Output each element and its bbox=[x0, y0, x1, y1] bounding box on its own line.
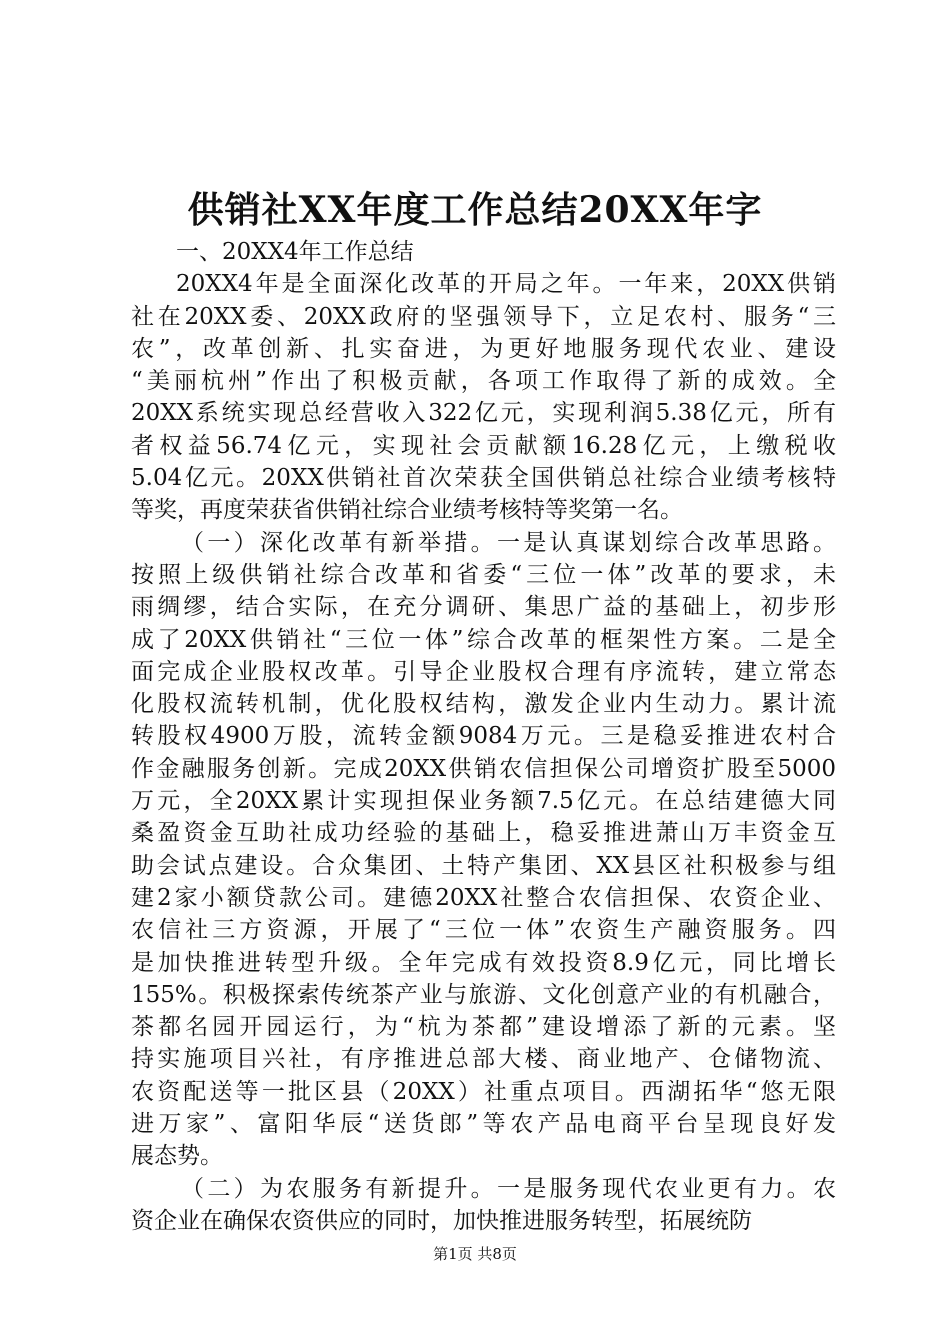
paragraph-line: （一）深化改革有新举措。一是认真谋划综合改革思路。 bbox=[181, 529, 836, 556]
page-footer: 第1页 共8页 bbox=[433, 1245, 517, 1263]
paragraph-summary bbox=[131, 268, 836, 526]
paragraph-line: 农资配送等一批区县（20XX）社重点项目。西湖拓华“悠无限 bbox=[131, 1078, 836, 1105]
paragraph-line: 面完成企业股权改革。引导企业股权合理有序流转，建立常态 bbox=[131, 658, 836, 685]
paragraph-line: 转股权4900万股，流转金额9084万元。三是稳妥推进农村合 bbox=[131, 723, 836, 750]
paragraph-line: 20XX系统实现总经营收入322亿元，实现利润5.38亿元，所有 bbox=[131, 400, 836, 427]
paragraph-line: 展态势。 bbox=[131, 1143, 223, 1170]
paragraph-reform bbox=[131, 527, 836, 1173]
paragraph-line: 农”，改革创新、扎实奋进，为更好地服务现代农业、建设 bbox=[131, 335, 836, 362]
paragraph-line: 是加快推进转型升级。全年完成有效投资8.9亿元，同比增长 bbox=[131, 949, 836, 976]
paragraph-line: 一、20XX4年工作总结 bbox=[176, 239, 414, 265]
paragraph-line: 5.04亿元。20XX供销社首次荣获全国供销总社综合业绩考核特 bbox=[131, 465, 836, 492]
paragraph-line: 155%。积极探索传统茶产业与旅游、文化创意产业的有机融合， bbox=[131, 981, 836, 1008]
paragraph-line: 化股权流转机制，优化股权结构，激发企业内生动力。累计流 bbox=[131, 691, 836, 718]
paragraph-line: 进万家”、富阳华辰“送货郎”等农产品电商平台呈现良好发 bbox=[131, 1111, 836, 1138]
paragraph-line: 作金融服务创新。完成20XX供销农信担保公司增资扩股至5000 bbox=[131, 755, 836, 782]
paragraph-line: 万元，全20XX累计实现担保业务额7.5亿元。在总结建德大同 bbox=[131, 788, 836, 815]
paragraph-line: 建2家小额贷款公司。建德20XX社整合农信担保、农资企业、 bbox=[131, 884, 836, 911]
paragraph-line: 农信社三方资源，开展了“三位一体”农资生产融资服务。四 bbox=[131, 917, 836, 944]
paragraph-line: 成了20XX供销社“三位一体”综合改革的框架性方案。二是全 bbox=[131, 626, 836, 653]
paragraph-line: 社在20XX委、20XX政府的坚强领导下，立足农村、服务“三 bbox=[131, 303, 836, 330]
paragraph-line: （二）为农服务有新提升。一是服务现代农业更有力。农 bbox=[181, 1175, 836, 1202]
paragraph-line: 持实施项目兴社，有序推进总部大楼、商业地产、仓储物流、 bbox=[131, 1046, 836, 1073]
paragraph-line: 资企业在确保农资供应的同时，加快推进服务转型，拓展统防 bbox=[131, 1207, 752, 1234]
paragraph-line: 者权益56.74亿元，实现社会贡献额16.28亿元，上缴税收 bbox=[131, 432, 836, 459]
paragraph-line: 20XX4年是全面深化改革的开局之年。一年来，20XX供销 bbox=[176, 271, 836, 298]
document-title: 供销社XX年度工作总结20XX年字 bbox=[187, 189, 763, 231]
paragraph-service bbox=[131, 1173, 836, 1238]
paragraph-line: 等奖，再度荣获省供销社综合业绩考核特等奖第一名。 bbox=[131, 497, 683, 524]
paragraph-line: “美丽杭州”作出了积极贡献，各项工作取得了新的成效。全 bbox=[131, 368, 836, 395]
paragraph-heading-1 bbox=[131, 236, 836, 268]
paragraph-line: 按照上级供销社综合改革和省委“三位一体”改革的要求，未 bbox=[131, 561, 836, 588]
paragraph-line: 雨绸缪，结合实际，在充分调研、集思广益的基础上，初步形 bbox=[131, 594, 836, 621]
document-body bbox=[131, 236, 836, 1237]
paragraph-line: 茶都名园开园运行，为“杭为茶都”建设增添了新的元素。坚 bbox=[131, 1014, 836, 1041]
paragraph-line: 助会试点建设。合众集团、土特产集团、XX县区社积极参与组 bbox=[131, 852, 836, 879]
paragraph-line: 桑盈资金互助社成功经验的基础上，稳妥推进萧山万丰资金互 bbox=[131, 820, 836, 847]
